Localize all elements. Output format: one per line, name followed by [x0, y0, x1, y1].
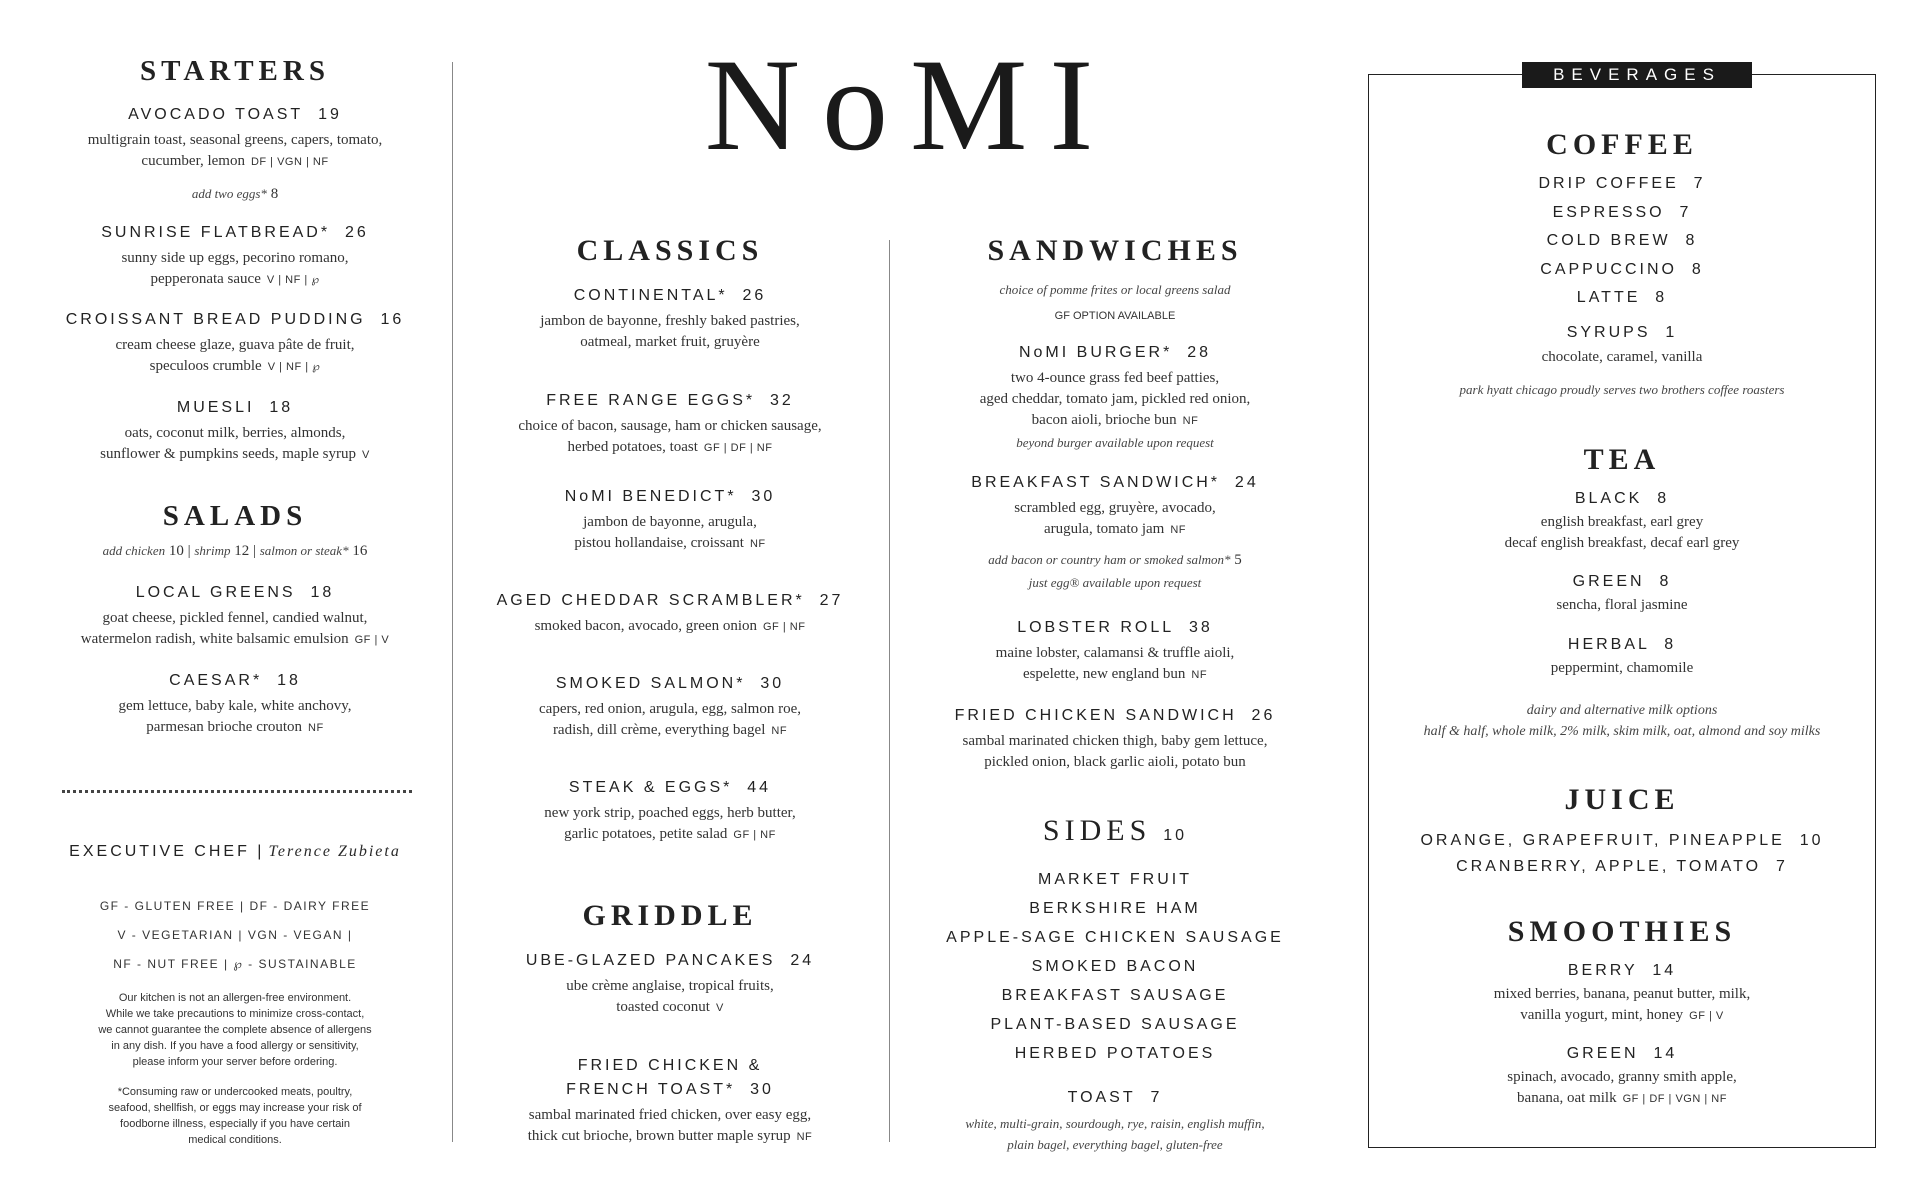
diet-tags: V — [715, 1002, 724, 1014]
item-desc: sunny side up eggs, pecorino romano, — [121, 250, 349, 266]
item-name: BLACK 8 — [1574, 490, 1670, 507]
disclaimer-line: seafood, shellfish, or eggs may increase your risk of — [108, 1102, 362, 1114]
syrups-item: SYRUPS 1 — [1566, 324, 1678, 341]
coffee-item: DRIP COFFEE 7 — [1538, 175, 1706, 192]
milk-options-list: half & half, whole milk, 2% milk, skim milk, oat, almond and soy milks — [1423, 724, 1821, 739]
item-price: 26 — [344, 224, 369, 241]
item-desc: sencha, floral jasmine — [1556, 597, 1688, 613]
item-desc: radish, dill crème, everything bagel — [552, 722, 766, 738]
item-desc: banana, oat milk — [1517, 1090, 1617, 1106]
sandwiches-column — [905, 0, 1325, 1200]
salads-title: SALADS — [162, 500, 308, 532]
item-desc: garlic potatoes, petite salad — [564, 826, 728, 842]
diet-tags: NF — [308, 722, 324, 734]
item-desc: herbed potatoes, toast — [567, 439, 698, 455]
diet-tags: NF — [796, 1131, 813, 1143]
item-price: 16 — [380, 311, 405, 328]
disclaimer-line: in any dish. If you have a food allergy or sensitivity, — [111, 1040, 359, 1052]
coffee-item: ESPRESSO 7 — [1552, 203, 1692, 221]
item-name: FREE RANGE EGGS* — [546, 392, 756, 409]
addon-shrimp: shrimp — [194, 543, 231, 558]
diet-tags: V — [361, 449, 370, 461]
item-name: FRIED CHICKEN & — [577, 1057, 763, 1074]
item-desc: plain bagel, everything bagel, gluten-free — [1007, 1137, 1223, 1152]
starters-title: STARTERS — [140, 55, 330, 87]
item-desc: speculoos crumble — [149, 358, 262, 374]
item-price: 24 — [1234, 474, 1259, 491]
item-desc: mixed berries, banana, peanut butter, milk, — [1493, 986, 1751, 1002]
diet-tags: GF | V — [354, 634, 390, 646]
coffee-note: park hyatt chicago proudly serves two brothers coffee roasters — [1459, 382, 1785, 397]
side-item: HERBED POTATOES — [1014, 1045, 1216, 1062]
side-item: PLANT-BASED SAUSAGE — [990, 1016, 1240, 1033]
item-name: AGED CHEDDAR SCRAMBLER* — [496, 592, 805, 609]
coffee-item: LATTE 8 — [1576, 289, 1668, 306]
item-desc: peppermint, chamomile — [1550, 660, 1694, 676]
menu-item-muesli — [40, 399, 430, 466]
side-item: BERKSHIRE HAM — [1029, 900, 1201, 917]
beverages-column — [1370, 0, 1874, 1200]
item-desc: sunflower & pumpkins seeds, maple syrup — [100, 446, 356, 462]
menu-item-ube-pancakes — [470, 952, 870, 1019]
item-name: CAESAR* — [169, 672, 263, 689]
item-name: BERRY 14 — [1567, 962, 1677, 979]
item-desc: maine lobster, calamansi & truffle aioli, — [995, 645, 1235, 661]
juice-title: JUICE — [1564, 783, 1680, 816]
allergen-disclaimer — [40, 990, 430, 1148]
menu-item-toast — [905, 1089, 1325, 1155]
coffee-item: CAPPUCCINO 8 — [1540, 260, 1704, 278]
item-price: 30 — [751, 488, 776, 505]
menu-item-fried-chicken-french-toast — [470, 1057, 870, 1148]
side-item: SMOKED BACON — [1031, 958, 1199, 975]
item-name: CROISSANT BREAD PUDDING — [65, 311, 366, 328]
starters-column — [40, 0, 430, 1200]
item-desc: scrambled egg, gruyère, avocado, — [1014, 500, 1216, 516]
item-price: 27 — [819, 592, 844, 609]
item-name: MUESLI — [176, 399, 255, 416]
item-price: 18 — [269, 399, 294, 416]
item-desc: vanilla yogurt, mint, honey — [1520, 1007, 1684, 1023]
tea-item-black — [1370, 490, 1874, 554]
item-desc: toasted coconut — [616, 999, 710, 1015]
disclaimer-line: While we take precautions to minimize cross-contact, — [105, 1008, 365, 1020]
item-name: STEAK & EGGS* — [568, 779, 733, 796]
diet-tags: NF — [749, 538, 766, 550]
item-name: LOCAL GREENS — [135, 584, 296, 601]
diet-tags: NF — [771, 725, 788, 737]
addon-salmon-steak: salmon or steak* — [259, 543, 349, 558]
diet-tags: GF | NF — [733, 829, 776, 841]
menu-item-steak-eggs — [470, 779, 870, 846]
item-name: LOBSTER ROLL — [1017, 619, 1175, 636]
item-name: TOAST — [1067, 1089, 1136, 1106]
menu-item-smoked-salmon — [470, 675, 870, 742]
item-note: beyond burger available upon request — [1016, 435, 1214, 450]
tea-item-herbal — [1370, 636, 1874, 679]
item-desc: jambon de bayonne, freshly baked pastries, — [540, 313, 800, 329]
disclaimer-line: we cannot guarantee the complete absence of allergens — [98, 1024, 372, 1036]
legend-line: GF - GLUTEN FREE | DF - DAIRY FREE — [99, 899, 371, 913]
menu-item-local-greens — [40, 584, 430, 651]
item-desc: espelette, new england bun — [1022, 666, 1186, 682]
item-price: 26 — [742, 287, 767, 304]
item-name: AVOCADO TOAST — [128, 106, 304, 123]
column-divider — [452, 62, 453, 1142]
item-name: NoMI BURGER* — [1018, 344, 1173, 361]
dotted-divider — [62, 790, 412, 793]
item-desc: thick cut brioche, brown butter maple syrup — [527, 1128, 791, 1144]
item-name: UBE-GLAZED PANCAKES — [525, 952, 776, 969]
item-price: 30 — [750, 1081, 774, 1098]
menu-item-free-range-eggs — [470, 392, 870, 459]
item-desc: ube crème anglaise, tropical fruits, — [566, 978, 774, 994]
item-price: 18 — [310, 584, 335, 601]
item-price: 19 — [318, 106, 342, 123]
item-desc: pepperonata sauce — [150, 271, 261, 287]
addon-text: add two eggs* — [191, 186, 267, 201]
item-price: 44 — [747, 779, 772, 796]
brand-name: NoMI — [704, 31, 1116, 178]
item-desc: gem lettuce, baby kale, white anchovy, — [118, 698, 352, 714]
coffee-item: COLD BREW 8 — [1546, 232, 1698, 249]
item-desc: spinach, avocado, granny smith apple, — [1507, 1069, 1737, 1085]
item-price: 24 — [790, 952, 815, 969]
side-item: MARKET FRUIT — [1038, 871, 1192, 888]
sides-heading — [905, 814, 1325, 848]
coffee-title: COFFEE — [1546, 128, 1698, 161]
item-name: GREEN 8 — [1572, 573, 1672, 590]
disclaimer-line: Our kitchen is not an allergen-free environment. — [118, 992, 352, 1004]
item-desc: smoked bacon, avocado, green onion — [534, 618, 757, 634]
item-note: add bacon or country ham or smoked salmon* — [988, 552, 1231, 567]
chef-name: Terence Zubieta — [268, 843, 401, 860]
addon-price: 12 — [234, 543, 250, 559]
item-price: 7 — [1150, 1089, 1163, 1106]
smoothie-item-berry — [1370, 962, 1874, 1027]
sides-price: 10 — [1163, 827, 1188, 844]
legend-line: NF - NUT FREE | ℘ - SUSTAINABLE — [113, 957, 357, 971]
item-desc: new york strip, poached eggs, herb butter, — [544, 805, 796, 821]
item-note: just egg® available upon request — [1028, 575, 1202, 590]
item-name: FRENCH TOAST* — [566, 1081, 736, 1098]
milk-options-title: dairy and alternative milk options — [1526, 703, 1718, 718]
item-desc: sambal marinated chicken thigh, baby gem lettuce, — [962, 733, 1268, 749]
executive-chef — [40, 843, 430, 861]
item-desc: multigrain toast, seasonal greens, capers, tomato, — [87, 132, 383, 148]
menu-item-avocado-toast — [40, 106, 430, 205]
item-desc: english breakfast, earl grey — [1540, 514, 1704, 530]
diet-tags: GF | DF | NF — [703, 442, 773, 454]
item-desc: jambon de bayonne, arugula, — [583, 514, 757, 530]
diet-tags: V | NF | ℘ — [267, 361, 321, 373]
side-item: BREAKFAST SAUSAGE — [1001, 987, 1229, 1004]
item-name: FRIED CHICKEN SANDWICH — [954, 707, 1237, 724]
item-name: HERBAL 8 — [1567, 636, 1677, 653]
item-name: SMOKED SALMON* — [555, 675, 746, 692]
diet-tags: DF | VGN | NF — [250, 156, 329, 168]
menu-item-breakfast-sandwich — [905, 474, 1325, 591]
diet-tags: V | NF | ℘ — [266, 274, 320, 286]
menu-item-lobster-roll — [905, 619, 1325, 686]
coffee-list — [1370, 170, 1874, 313]
juice-line: CRANBERRY, APPLE, TOMATO 7 — [1456, 858, 1788, 875]
item-name: CONTINENTAL* — [573, 287, 728, 304]
addon-price: 5 — [1234, 552, 1242, 568]
disclaimer-line: *Consuming raw or undercooked meats, poultry, — [117, 1086, 353, 1098]
salad-addons: add chicken 10 | shrimp 12 | salmon or steak* 16 — [102, 543, 368, 559]
tea-title: TEA — [1583, 443, 1661, 476]
chef-label: EXECUTIVE CHEF | — [69, 843, 265, 860]
item-desc: pickled onion, black garlic aioli, potato bun — [984, 754, 1246, 770]
disclaimer-line: foodborne illness, especially if you have certain — [120, 1118, 350, 1130]
item-price: 32 — [770, 392, 794, 409]
legend-line: V - VEGETARIAN | VGN - VEGAN | — [117, 928, 353, 942]
menu-item-fried-chicken-sandwich — [905, 707, 1325, 773]
item-desc: arugula, tomato jam — [1043, 521, 1165, 537]
item-desc: watermelon radish, white balsamic emulsion — [80, 631, 349, 647]
diet-tags: GF | V — [1689, 1010, 1724, 1022]
disclaimer-line: please inform your server before ordering. — [132, 1056, 338, 1068]
addon-price: 10 — [168, 543, 184, 559]
menu-item-aged-cheddar-scrambler — [470, 592, 870, 638]
menu-item-caesar — [40, 672, 430, 739]
item-desc: white, multi-grain, sourdough, rye, raisin, english muffin, — [965, 1116, 1265, 1131]
sides-list — [905, 865, 1325, 1068]
menu-item-nomi-benedict — [470, 488, 870, 555]
item-name: BREAKFAST SANDWICH* — [971, 474, 1221, 491]
diet-tags: NF — [1170, 524, 1187, 536]
side-item: APPLE-SAGE CHICKEN SAUSAGE — [946, 929, 1284, 946]
classics-column — [470, 0, 870, 1200]
item-name: SUNRISE FLATBREAD* — [101, 224, 331, 241]
item-price: 28 — [1187, 344, 1212, 361]
addon-price: 8 — [270, 186, 279, 202]
item-price: 30 — [760, 675, 785, 692]
menu-item-sunrise-flatbread — [40, 224, 430, 291]
item-name: NoMI BENEDICT* — [564, 488, 737, 505]
item-desc: decaf english breakfast, decaf earl grey — [1504, 535, 1740, 551]
smoothies-title: SMOOTHIES — [1507, 915, 1737, 948]
diet-tags: NF — [1191, 669, 1208, 681]
classics-title: CLASSICS — [576, 234, 764, 267]
addon-price: 16 — [352, 543, 368, 559]
menu-item-nomi-burger — [905, 344, 1325, 451]
diet-tags: NF — [1182, 415, 1199, 427]
diet-tags: GF | DF | VGN | NF — [1622, 1093, 1727, 1105]
beverages-label-text: BEVERAGES — [1553, 65, 1721, 84]
item-desc: two 4-ounce grass fed beef patties, — [1010, 370, 1220, 386]
tea-item-green — [1370, 573, 1874, 616]
item-desc: cucumber, lemon — [141, 153, 245, 169]
item-desc: goat cheese, pickled fennel, candied walnut, — [102, 610, 368, 626]
juice-line: ORANGE, GRAPEFRUIT, PINEAPPLE 10 — [1420, 832, 1824, 849]
item-desc: aged cheddar, tomato jam, pickled red onion, — [979, 391, 1251, 407]
griddle-title: GRIDDLE — [582, 899, 758, 932]
sandwiches-subtitle: choice of pomme frites or local greens salad — [999, 282, 1231, 297]
diet-legend — [40, 892, 430, 979]
item-desc: sambal marinated fried chicken, over easy egg, — [528, 1107, 812, 1123]
addon-chicken: add chicken — [102, 543, 166, 558]
item-name: GREEN 14 — [1566, 1045, 1678, 1062]
item-desc: choice of bacon, sausage, ham or chicken sausage, — [518, 418, 822, 434]
item-price: 18 — [277, 672, 301, 689]
diet-tags: GF | NF — [763, 621, 806, 633]
item-price: 26 — [1251, 707, 1276, 724]
menu-item-croissant-bread-pudding — [40, 311, 430, 378]
item-desc: oats, coconut milk, berries, almonds, — [124, 425, 346, 441]
item-desc: bacon aioli, brioche bun — [1031, 412, 1177, 428]
menu-item-continental — [470, 287, 870, 353]
item-price: 38 — [1189, 619, 1213, 636]
item-desc: oatmeal, market fruit, gruyère — [580, 334, 760, 350]
smoothie-item-green — [1370, 1045, 1874, 1110]
disclaimer-line: medical conditions. — [188, 1134, 282, 1146]
item-desc: capers, red onion, arugula, egg, salmon roe, — [539, 701, 801, 717]
gf-option: GF OPTION AVAILABLE — [1054, 310, 1176, 322]
sandwiches-title: SANDWICHES — [987, 234, 1243, 267]
syrups-desc: chocolate, caramel, vanilla — [1541, 349, 1703, 365]
column-divider — [889, 240, 890, 1142]
sides-title: SIDES — [1042, 814, 1152, 847]
item-desc: parmesan brioche crouton — [146, 719, 303, 735]
item-desc: pistou hollandaise, croissant — [574, 535, 744, 551]
item-desc: cream cheese glaze, guava pâte de fruit, — [115, 337, 355, 353]
